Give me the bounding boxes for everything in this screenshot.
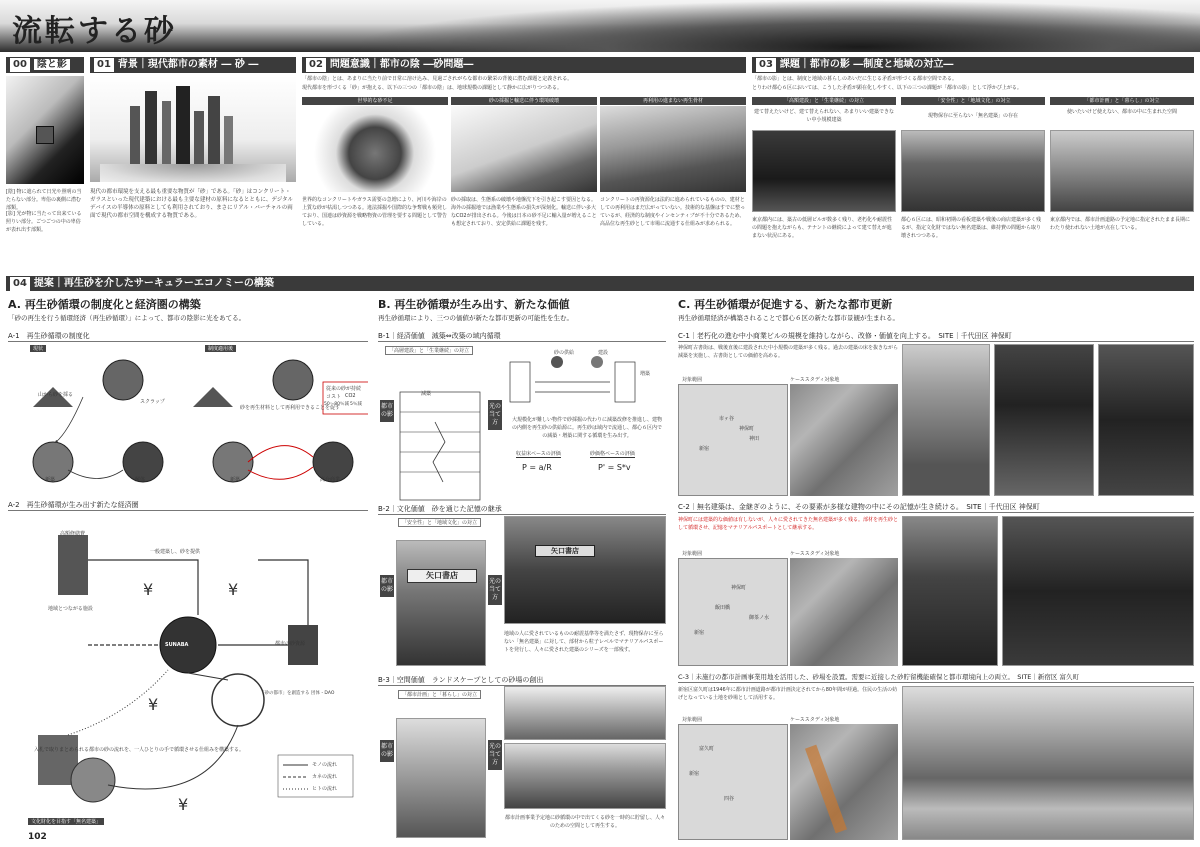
c2-heading: C-2｜無名建築は、金継ぎのように、その要素が多様な建物の中にその記憶が生き続ける。 SITE｜千代田区 神保町 (678, 502, 1194, 513)
c1-map-label-0: 対象範囲 (682, 377, 703, 383)
yaguchi-shop-image: 矢口書店 (396, 540, 486, 666)
sand-garden-image-2 (504, 743, 666, 809)
a2-label-0: 高額修繕費 (60, 531, 86, 537)
note-in-shade: [陰] 物に遮られて日光や照明の当たらない部分。卑俗の裏側に潜む部類。 (6, 189, 82, 211)
a2-label-4: 都市の砂資源 (275, 641, 306, 647)
section-02-header: 02 問題意識｜都市の陰 ―砂問題― (302, 57, 746, 73)
issue-col-1-body: 東京都内には、築古の低層ビルが数多く残り、老朽化や耐震性の問題を抱えながらも、テナントの継続によって建て替えが進まない状況にある。 (752, 217, 893, 239)
a1-box-row-0: コスト (326, 394, 342, 400)
issue-col-1-caption: 「高額建設」と「生業継続」の対立 (752, 97, 896, 105)
c1-render-interior (1098, 344, 1194, 496)
legend-item-2: ヒトの流れ (312, 786, 338, 792)
a2-dao-label: 「砂の都市」を創造する 団体・DAO (260, 691, 335, 696)
issue-col-2-body: 都心６区には、昭和初期の看板建築や戦後の商店建築が多く残るが、指定文化財ではない無名建築は、維持費の問題から取り壊されつつある。 (901, 217, 1042, 239)
sand-garden-image-1 (504, 686, 666, 740)
a1-label-0: 山から砂を採る (38, 392, 74, 398)
old-building-image (752, 130, 896, 212)
problem-col-1-caption: 世界的な砂不足 (302, 97, 448, 105)
issue-col-3-quote: 使いたいけど使えない、都市の中に生まれた空間 (1066, 109, 1177, 115)
issue-col-2-quote: 現物保存に至らない「無名建築」の存在 (927, 113, 1018, 119)
a1-box-val-0: 50～80％減 (324, 402, 349, 407)
b3-side-left: 都市の影 (380, 740, 394, 762)
note-shadow: [影] 光が物に当たって出来ている照りい部分。ごつごつの中の卑俗が表れ出す部類。 (6, 211, 82, 233)
header-banner (0, 0, 1200, 52)
nameless-shop-image (901, 130, 1045, 212)
vacant-lot-image (1050, 130, 1194, 212)
problem-col-3-body: コンクリートの再資源化は法的に進められているものの、建材としての再利用はまだ広がっていない。技術的な基盤はすでに整っているが、経済的な制度やインセンティブが不十分であるため、高品位な再生砂として市場に流通する仕組みが求められる。 (600, 197, 746, 227)
c2-body: 神保町には建築的な価値は有しないが、人々に愛されてきた無名建築が多く残る。部材を再生砂として循環させ、記憶をマテリアルパスポートとして継承する。 (678, 517, 899, 531)
a2-nameless-label: 文化財化を目指す「無名建築」 (28, 818, 104, 825)
b-lead: 再生砂循環により、三つの価値が新たな都市更新の可能性を生む。 (378, 314, 573, 322)
a1-note: 砂を再生材料として再利用できることを促す (240, 405, 341, 411)
legend-item-0: モノの流れ (312, 762, 337, 768)
b1-label-supply: 砂の供給 (554, 350, 575, 356)
c3-satellite-map (790, 724, 898, 840)
b1-box: 大規模化が難しい物件で砂採掘の代わりに減築改修を推進し、建物の内側を再生砂の供給源に。再生砂は域内で流通し、都心６区内での減築・増築に関する循環を生み出す。 (512, 417, 663, 439)
a1-label-2: 新築 (45, 477, 56, 483)
b3-tag: 「都市計画」と「暮らし」の対立 (398, 690, 481, 699)
issue-col-3-caption: 「都市計画」と「暮らし」の対立 (1050, 97, 1194, 105)
a2-sunaba-label: SUNABA (165, 642, 189, 648)
b3-side-right: 光の当て方 (488, 740, 502, 770)
a1-current-tag: 現状 (30, 345, 46, 352)
legend-item-1: カネの流れ (312, 774, 338, 780)
c2-render-interior (1002, 516, 1194, 666)
a2-caption: 入札で取りまとめられる都市の砂の流れを、一人ひとりの手で循環させる仕組みを構築する。 (34, 747, 245, 753)
a2-diagram (8, 515, 368, 815)
a2-label-2: 一般建築し、砂を提供 (150, 549, 201, 555)
section-03-header: 03 課題｜都市の影 ―制度と地域の対立― (752, 57, 1194, 73)
a1-label-7: 高台商業 (320, 477, 341, 483)
shop-renovation-image: 矢口書店 (504, 516, 666, 624)
background-body: 現代の都市環境を支える最も重要な物質が「砂」である。「砂」はコンクリート・ガラスといった現代建築における最も主要な建材の原料になるとともに、デジタルデバイスの半導体の原料としても利用されており、まさにリアル・バーチャルの両面で現代の都市空間を構成する物質である。 (90, 189, 294, 219)
a-lead: 「砂の再生を行う循環経済（再生砂循環）」によって、都市の陰影に光をあてる。 (8, 314, 246, 322)
b1-label-add: 増築 (640, 371, 651, 377)
recycled-aggregate-image (600, 106, 746, 192)
issue-col-1-quote: 建て替えたいけど、建て替えられない、あまりいい建築できない中小規模建築 (753, 109, 894, 123)
b2-side-left: 都市の影 (380, 575, 394, 597)
a2-label-3: 地域とつながる施設 (48, 606, 93, 612)
b1-label-reduce: 減築 (421, 391, 432, 397)
section-00-header: 00 陰と影 (6, 57, 84, 73)
b2-tag: 「安全性」と「地域文化」の対立 (398, 518, 481, 527)
a1-box-val-1: 5％減 (350, 402, 362, 407)
a-title: A. 再生砂循環の制度化と経済圏の構築 (8, 298, 201, 311)
mining-excavator-image (451, 106, 597, 192)
c1-satellite-map (790, 384, 898, 496)
a1-diagram (8, 352, 368, 492)
problem-col-3-caption: 再利用の進まない再生骨材 (600, 97, 746, 105)
page-number: 102 (28, 832, 47, 842)
c1-heading: C-1｜老朽化の進む中小商業ビルの規模を維持しながら、改修・価値を向上する。 SITE｜千代田区 神保町 (678, 331, 1194, 342)
b1-eq-1: P = a/R (522, 463, 552, 472)
problem-intro-2: 現代都市を形づくる「砂」が抱える、以下の三つの「都市の陰」は、地球規模の課題として静かに広がりつつある。 (302, 85, 563, 91)
c1-render-exterior (902, 344, 990, 496)
problem-intro-1: 「都市の陰」とは、あまりに当たり前で日常に溶け込み、見過ごされがちな都市の繁栄の背後に潜む課題と定義される。 (302, 76, 573, 82)
c3-body: 新宿区富久町は1946年に都市計画道路が都市計画決定されてから80年間が経過。住民の生活の妨げとなっている土地を砂場として活用する。 (678, 687, 898, 701)
svg-text:¥: ¥ (143, 580, 154, 599)
b1-tag: 「高層建設」と「生業継続」の対立 (385, 346, 473, 355)
c3-map-label-1: ケーススタディ対象地 (790, 717, 840, 723)
b1-eq-2: P' = S*v (598, 463, 631, 472)
page-title: 流転する砂 (12, 14, 177, 49)
c1-map-label-1: ケーススタディ対象地 (790, 377, 840, 383)
issue-intro-2: とりわけ都心６区においては、こうした矛盾が顕在化しやすく、以下の三つの課題が「都市の影」として浮かび上がる。 (752, 85, 1022, 91)
b2-side-right: 光の当て方 (488, 575, 502, 605)
svg-text:¥: ¥ (148, 695, 159, 714)
issue-col-3-body: 東京都内では、都市計画道路の予定地に指定されたまま長期にわたり使われない土地が点在している。 (1050, 217, 1191, 231)
a1-after-tag: 制度適用後 (205, 345, 236, 352)
b3-heading: B-3｜空間価値 ランドスケープとしての砂場の創出 (378, 675, 666, 686)
a2-heading: A-2 再生砂循環が生み出す新たな経済圏 (8, 500, 368, 511)
a1-heading: A-1 再生砂循環の制度化 (8, 331, 368, 342)
issue-intro-1: 「都市の影」とは、制度と地域の暮らしのあいだに生じる矛盾が形づくる都市空間である。 (752, 76, 958, 82)
problem-col-1-body: 世界的なコンクリートやガラス需要の急増により、河川や海岸の上質な砂が枯渇しつつある。違法採掘や国際的な争奪戦も頻発しており、国連は砂資源を戦略物資の管理を要する問題として警告している。 (302, 197, 448, 227)
b1-heading: B-1｜経済価値 減築⇔改築の域内循環 (378, 331, 666, 342)
c1-district-map: 市ヶ谷 神保町 神田 新宿 (678, 384, 788, 496)
b1-label-build: 建設 (598, 350, 609, 356)
b2-heading: B-2｜文化価値 砂を通じた記憶の継承 (378, 504, 666, 515)
crumbling-earth-image (302, 106, 448, 192)
problem-col-2-body: 砂の採取は、生態系の破壊や地盤沈下を引き起こす要因となる。海外の採掘地では漁業や生態系の損失が深刻化。輸送に伴い多大なCO2が排出される。今後は日本の砂不足に輸入量が増えることも想定されており、安定供給に課題を残す。 (451, 197, 597, 227)
c3-district-map: 富久町 新宿 四谷 (678, 724, 788, 840)
b1-eval-2-heading: 砂価格ベースの評価 (590, 451, 635, 457)
a1-box-row-1: CO2 (345, 393, 356, 399)
c-lead: 再生砂循環経済が構築されることで都心６区の新たな都市景観が生まれる。 (678, 314, 899, 322)
c2-satellite-map (790, 558, 898, 666)
a1-label-3: 解体 (135, 477, 146, 483)
city-sand-image (90, 76, 296, 182)
a1-label-1: スクラップ (140, 399, 165, 405)
b-title: B. 再生砂循環が生み出す、新たな価値 (378, 298, 570, 311)
b1-eval-1-heading: 収益床ベースの評価 (516, 451, 561, 457)
svg-text:¥: ¥ (228, 580, 239, 599)
section-04-header: 04 提案｜再生砂を介したサーキュラーエコノミーの構築 (6, 276, 1194, 291)
svg-text:¥: ¥ (178, 795, 189, 814)
b1-side-left: 都市の影 (380, 400, 394, 422)
c-title: C. 再生砂循環が促進する、新たな都市更新 (678, 298, 893, 311)
c3-render-sandscape (902, 686, 1194, 840)
a1-label-6: 新築 (230, 477, 241, 483)
c2-district-map: 神保町 飯田橋 御茶ノ水 新宿 (678, 558, 788, 666)
c2-map-label-1: ケーススタディ対象地 (790, 551, 840, 557)
c2-render-signboard (902, 516, 998, 666)
issue-col-2-caption: 「安全性」と「地域文化」の対立 (901, 97, 1045, 105)
section-01-header: 01 背景｜現代都市の素材 ― 砂 ― (90, 57, 296, 73)
a1-box-title: 従来の砂が持続 (326, 386, 362, 392)
c3-heading: C-3｜未施行の都市計画事業用地を活用した、砂場を設置。需要に近接した砂貯留機能確保と都市環境向上の両立。 SITE｜新宿区 富久町 (678, 672, 1194, 683)
c1-render-facade (994, 344, 1094, 496)
c1-body: 神保町古書街は、戦後直後に建設された中小規模の建築が多く残る。過去の建築の床を抜きながら減築を実施し、古書街としての価値を高める。 (678, 345, 899, 359)
shadow-cube-image (6, 76, 84, 184)
b1-side-right: 光の当て方 (488, 400, 502, 430)
problem-col-2-caption: 砂の採掘と輸送に伴う環境破壊 (451, 97, 597, 105)
c2-map-label-0: 対象範囲 (682, 551, 703, 557)
c3-map-label-0: 対象範囲 (682, 717, 703, 723)
b2-caption: 地域の人に愛されているものの耐震基準等を満たさず、現物保存に至らない「無名建築」に対して、部材から粒子レベルでマテリアルパスポートを発行し、人々に愛された建築のシリーズを一部残す。 (504, 631, 664, 653)
fenced-lot-image (396, 718, 486, 838)
b3-caption: 都市計画事業予定地に砂循環の中で出てくる砂を一時的に貯留し、人々のための空間として再生する。 (504, 815, 665, 829)
